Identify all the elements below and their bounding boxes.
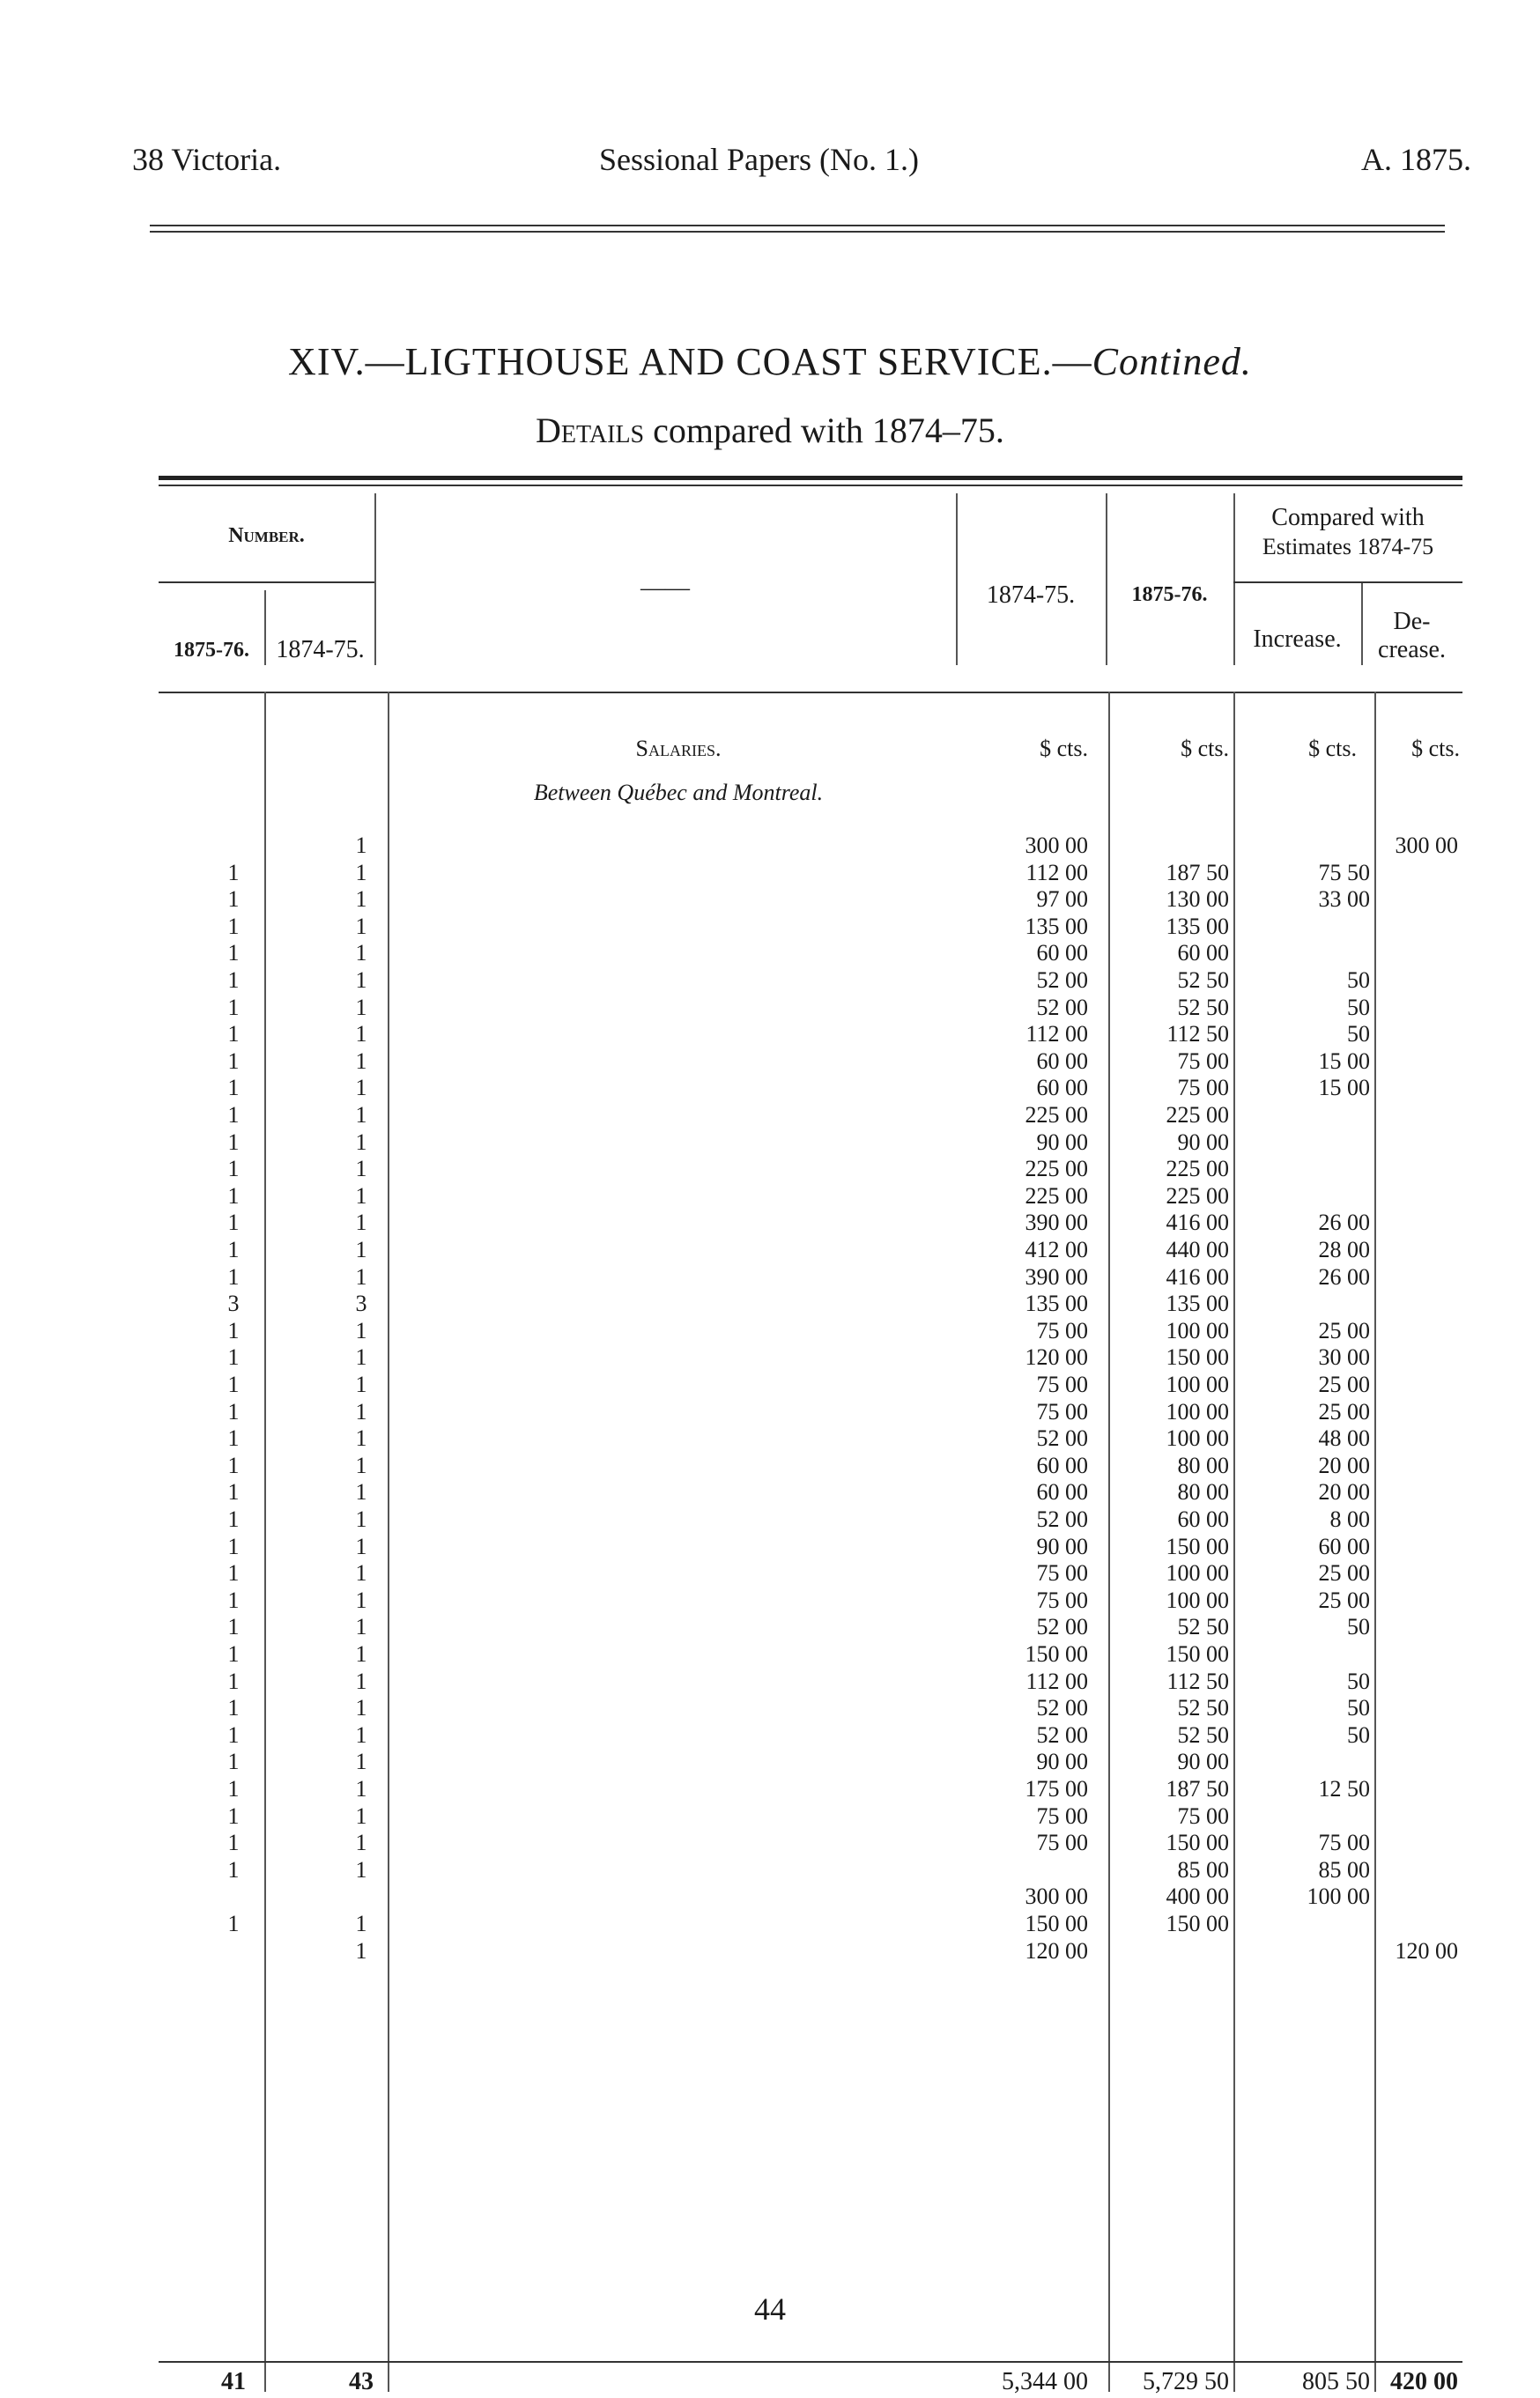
unit-label: $ cts. bbox=[1411, 736, 1460, 761]
amount-1875-76: 52 50 bbox=[1177, 1695, 1229, 1721]
amount-1874-75: 52 00 bbox=[1036, 967, 1088, 993]
amount-1875-76: 75 00 bbox=[1177, 1802, 1229, 1829]
amount-1875-76: 100 00 bbox=[1166, 1398, 1229, 1425]
count-1875-76: 1 bbox=[227, 1560, 240, 1587]
table-row bbox=[159, 1884, 1462, 1910]
count-1875-76: 1 bbox=[227, 1372, 240, 1397]
count-1874-75: 1 bbox=[355, 1721, 367, 1748]
amount-1875-76: 150 00 bbox=[1166, 1641, 1229, 1667]
header-bottom-rule bbox=[159, 692, 1462, 693]
header-increase: Increase. bbox=[1253, 625, 1342, 653]
amount-increase: 25 00 bbox=[1318, 1398, 1370, 1425]
amount-1874-75: 60 00 bbox=[1036, 940, 1088, 966]
amount-increase: 50 bbox=[1347, 1021, 1370, 1047]
table-row bbox=[159, 1911, 1462, 1937]
count-1875-76: 1 bbox=[227, 1344, 240, 1371]
table-row bbox=[159, 1669, 1462, 1695]
amount-increase: 75 50 bbox=[1318, 859, 1370, 885]
amount-1875-76: 150 00 bbox=[1166, 1533, 1229, 1559]
count-1874-75: 1 bbox=[355, 1668, 367, 1694]
table-row bbox=[159, 1021, 1462, 1047]
table-row bbox=[159, 1857, 1462, 1884]
table-row bbox=[159, 1399, 1462, 1425]
amount-increase: 15 00 bbox=[1318, 1075, 1370, 1101]
amount-1874-75: 60 00 bbox=[1036, 1479, 1088, 1506]
amount-1875-76: 60 00 bbox=[1177, 1506, 1229, 1532]
header-year: A. 1875. bbox=[1361, 142, 1471, 177]
count-1874-75: 1 bbox=[355, 1695, 367, 1721]
count-1874-75: 1 bbox=[355, 1398, 367, 1425]
amount-1875-76: 440 00 bbox=[1166, 1237, 1229, 1262]
unit-label: $ cts. bbox=[1040, 736, 1088, 761]
amount-1875-76: 80 00 bbox=[1177, 1479, 1229, 1506]
total-increase: 805 50 bbox=[1302, 2368, 1370, 2395]
compared-subrule bbox=[1233, 581, 1462, 583]
amount-1875-76: 100 00 bbox=[1166, 1587, 1229, 1613]
count-1875-76: 1 bbox=[227, 1668, 240, 1694]
count-1874-75: 1 bbox=[355, 1263, 367, 1290]
amount-1874-75: 52 00 bbox=[1036, 1425, 1088, 1452]
amount-1875-76: 112 50 bbox=[1166, 1668, 1229, 1694]
table-top-rule bbox=[159, 476, 1462, 480]
count-1874-75: 1 bbox=[355, 1587, 367, 1613]
count-1875-76: 3 bbox=[227, 1291, 240, 1317]
count-1875-76: 1 bbox=[227, 1776, 240, 1802]
header-rule bbox=[150, 231, 1445, 233]
amount-increase: 85 00 bbox=[1318, 1856, 1370, 1883]
table-row bbox=[159, 1560, 1462, 1587]
amount-1875-76: 52 50 bbox=[1177, 994, 1229, 1020]
amount-1874-75: 300 00 bbox=[1025, 833, 1088, 858]
count-1875-76: 1 bbox=[227, 1587, 240, 1613]
table-row bbox=[159, 1641, 1462, 1668]
count-1875-76: 1 bbox=[227, 1533, 240, 1559]
table-row bbox=[159, 995, 1462, 1021]
amount-1874-75: 75 00 bbox=[1036, 1560, 1088, 1587]
amount-1875-76: 130 00 bbox=[1166, 886, 1229, 913]
count-1875-76: 1 bbox=[227, 859, 240, 885]
count-1874-75: 1 bbox=[355, 1237, 367, 1262]
count-1874-75: 1 bbox=[355, 1182, 367, 1209]
header-rule bbox=[150, 225, 1445, 226]
number-subrule bbox=[159, 581, 374, 583]
table-row bbox=[159, 1210, 1462, 1236]
amount-1874-75: 150 00 bbox=[1025, 1911, 1088, 1936]
count-1875-76: 1 bbox=[227, 1479, 240, 1506]
count-1874-75: 3 bbox=[355, 1291, 367, 1317]
amount-increase: 50 bbox=[1347, 1668, 1370, 1694]
amount-1875-76: 52 50 bbox=[1177, 1721, 1229, 1748]
header-sessional-papers: Sessional Papers (No. 1.) bbox=[599, 142, 919, 177]
amount-1874-75: 390 00 bbox=[1025, 1263, 1088, 1290]
amount-1874-75: 412 00 bbox=[1025, 1237, 1088, 1262]
count-1875-76: 1 bbox=[227, 886, 240, 913]
count-1875-76: 1 bbox=[227, 1210, 240, 1236]
amount-1875-76: 416 00 bbox=[1166, 1263, 1229, 1290]
amount-increase: 15 00 bbox=[1318, 1047, 1370, 1074]
total-1874-75: 5,344 00 bbox=[1002, 2368, 1088, 2395]
title-italic: Contined. bbox=[1092, 340, 1252, 383]
amount-1875-76: 52 50 bbox=[1177, 967, 1229, 993]
count-1874-75: 1 bbox=[355, 1210, 367, 1236]
amount-increase: 100 00 bbox=[1307, 1884, 1370, 1910]
count-1874-75: 1 bbox=[355, 1911, 367, 1936]
amount-increase: 50 bbox=[1347, 1614, 1370, 1640]
total-1875-76: 5,729 50 bbox=[1143, 2368, 1229, 2395]
amount-1875-76: 90 00 bbox=[1177, 1749, 1229, 1775]
table-top-rule bbox=[159, 485, 1462, 486]
amount-1875-76: 60 00 bbox=[1177, 940, 1229, 966]
table-row bbox=[159, 1425, 1462, 1452]
amount-1875-76: 150 00 bbox=[1166, 1911, 1229, 1936]
table-row bbox=[159, 1102, 1462, 1129]
count-1874-75: 1 bbox=[355, 940, 367, 966]
count-1874-75: 1 bbox=[355, 1021, 367, 1047]
amount-1874-75: 75 00 bbox=[1036, 1587, 1088, 1613]
count-1875-76: 1 bbox=[227, 1182, 240, 1209]
count-1875-76: 1 bbox=[227, 967, 240, 993]
total-1874-75-count: 43 bbox=[349, 2368, 374, 2395]
table-row bbox=[159, 1830, 1462, 1856]
table-row bbox=[159, 1722, 1462, 1749]
count-1875-76: 1 bbox=[227, 1263, 240, 1290]
table-row bbox=[159, 1075, 1462, 1101]
count-1874-75: 1 bbox=[355, 1937, 367, 1964]
count-1875-76: 1 bbox=[227, 1129, 240, 1155]
page-number: 44 bbox=[754, 2291, 786, 2327]
count-1874-75: 1 bbox=[355, 1614, 367, 1640]
table-row bbox=[159, 1588, 1462, 1614]
table-row bbox=[159, 1344, 1462, 1371]
header-compared-with: Compared with bbox=[1271, 504, 1425, 531]
table-row bbox=[159, 1129, 1462, 1156]
amount-1874-75: 52 00 bbox=[1036, 1721, 1088, 1748]
table-row bbox=[159, 1534, 1462, 1560]
count-1875-76: 1 bbox=[227, 1021, 240, 1047]
amount-1874-75: 225 00 bbox=[1025, 1182, 1088, 1209]
count-1874-75: 1 bbox=[355, 1129, 367, 1155]
amount-1874-75: 90 00 bbox=[1036, 1533, 1088, 1559]
amount-increase: 50 bbox=[1347, 994, 1370, 1020]
count-1874-75: 1 bbox=[355, 1344, 367, 1371]
amount-1875-76: 135 00 bbox=[1166, 1291, 1229, 1317]
table-row bbox=[159, 860, 1462, 886]
amount-1875-76: 75 00 bbox=[1177, 1047, 1229, 1074]
amount-increase: 25 00 bbox=[1318, 1372, 1370, 1397]
count-1874-75: 1 bbox=[355, 1372, 367, 1397]
count-1874-75: 1 bbox=[355, 1641, 367, 1667]
amount-1874-75: 112 00 bbox=[1025, 859, 1088, 885]
header-1875-76: 1875-76. bbox=[1131, 583, 1208, 606]
count-1875-76: 1 bbox=[227, 1156, 240, 1182]
amount-1874-75: 60 00 bbox=[1036, 1047, 1088, 1074]
count-1875-76: 1 bbox=[227, 1425, 240, 1452]
count-1875-76: 1 bbox=[227, 1237, 240, 1262]
amount-1875-76: 225 00 bbox=[1166, 1102, 1229, 1128]
count-1874-75: 1 bbox=[355, 1802, 367, 1829]
amount-1874-75: 112 00 bbox=[1025, 1668, 1088, 1694]
count-1874-75: 1 bbox=[355, 886, 367, 913]
count-1875-76: 1 bbox=[227, 1075, 240, 1101]
amount-1875-76: 80 00 bbox=[1177, 1452, 1229, 1478]
amount-increase: 50 bbox=[1347, 1721, 1370, 1748]
amount-1875-76: 100 00 bbox=[1166, 1425, 1229, 1452]
amount-increase: 25 00 bbox=[1318, 1587, 1370, 1613]
amount-1874-75: 97 00 bbox=[1036, 886, 1088, 913]
count-1874-75: 1 bbox=[355, 967, 367, 993]
amount-1874-75: 75 00 bbox=[1036, 1830, 1088, 1856]
table-row bbox=[159, 1614, 1462, 1640]
table-row bbox=[159, 886, 1462, 913]
col-divider bbox=[1106, 493, 1107, 665]
amount-1874-75: 175 00 bbox=[1025, 1776, 1088, 1802]
count-1874-75: 1 bbox=[355, 1452, 367, 1478]
amount-1874-75: 300 00 bbox=[1025, 1884, 1088, 1910]
subtitle-details: Details bbox=[536, 411, 645, 450]
amount-1874-75: 120 00 bbox=[1025, 1344, 1088, 1371]
count-1874-75: 1 bbox=[355, 1075, 367, 1101]
amount-1874-75: 225 00 bbox=[1025, 1102, 1088, 1128]
subtitle-rest: compared with 1874–75. bbox=[644, 411, 1004, 450]
table-row bbox=[159, 1318, 1462, 1344]
table-row bbox=[159, 1291, 1462, 1317]
title-main: XIV.—LIGTHOUSE AND COAST SERVICE.— bbox=[288, 340, 1092, 383]
count-1874-75: 1 bbox=[355, 1156, 367, 1182]
amount-increase: 33 00 bbox=[1318, 886, 1370, 913]
count-1875-76: 1 bbox=[227, 1047, 240, 1074]
count-1875-76: 1 bbox=[227, 1802, 240, 1829]
count-1874-75: 1 bbox=[355, 913, 367, 939]
count-1874-75: 1 bbox=[355, 1533, 367, 1559]
amount-1874-75: 135 00 bbox=[1025, 1291, 1088, 1317]
count-1874-75: 1 bbox=[355, 1102, 367, 1128]
header-description: —— bbox=[640, 574, 690, 602]
table-row bbox=[159, 1372, 1462, 1398]
count-1875-76: 1 bbox=[227, 1452, 240, 1478]
count-1874-75: 1 bbox=[355, 859, 367, 885]
amount-increase: 20 00 bbox=[1318, 1479, 1370, 1506]
col-divider bbox=[956, 493, 958, 665]
count-1874-75: 1 bbox=[355, 1479, 367, 1506]
amount-increase: 28 00 bbox=[1318, 1237, 1370, 1262]
amount-increase: 48 00 bbox=[1318, 1425, 1370, 1452]
amount-1874-75: 90 00 bbox=[1036, 1749, 1088, 1775]
amount-1874-75: 75 00 bbox=[1036, 1317, 1088, 1343]
amount-1875-76: 416 00 bbox=[1166, 1210, 1229, 1236]
amount-1875-76: 150 00 bbox=[1166, 1830, 1229, 1856]
amount-1875-76: 187 50 bbox=[1166, 859, 1229, 885]
count-1875-76: 1 bbox=[227, 1614, 240, 1640]
count-1875-76: 1 bbox=[227, 994, 240, 1020]
amount-increase: 8 00 bbox=[1329, 1506, 1370, 1532]
header-number-1875-76: 1875-76. bbox=[174, 639, 249, 662]
amount-decrease: 300 00 bbox=[1395, 833, 1458, 858]
amount-1874-75: 90 00 bbox=[1036, 1129, 1088, 1155]
amount-1874-75: 112 00 bbox=[1025, 1021, 1088, 1047]
amount-1875-76: 100 00 bbox=[1166, 1560, 1229, 1587]
amount-1874-75: 75 00 bbox=[1036, 1398, 1088, 1425]
amount-increase: 50 bbox=[1347, 967, 1370, 993]
table-row bbox=[159, 1264, 1462, 1291]
table-row bbox=[159, 1156, 1462, 1182]
amount-increase: 20 00 bbox=[1318, 1452, 1370, 1478]
header-estimates: Estimates 1874-75 bbox=[1262, 534, 1434, 559]
header-number: Number. bbox=[228, 524, 305, 547]
amount-1874-75: 52 00 bbox=[1036, 1614, 1088, 1640]
amount-increase: 25 00 bbox=[1318, 1317, 1370, 1343]
table-row bbox=[159, 1453, 1462, 1479]
count-1874-75: 1 bbox=[355, 1749, 367, 1775]
table-row bbox=[159, 1749, 1462, 1775]
amount-1875-76: 75 00 bbox=[1177, 1075, 1229, 1101]
count-1875-76: 1 bbox=[227, 1911, 240, 1936]
count-1875-76: 1 bbox=[227, 1641, 240, 1667]
count-1875-76: 1 bbox=[227, 940, 240, 966]
amount-increase: 12 50 bbox=[1318, 1776, 1370, 1802]
total-1875-76-count: 41 bbox=[221, 2368, 246, 2395]
amount-increase: 25 00 bbox=[1318, 1560, 1370, 1587]
amount-1875-76: 100 00 bbox=[1166, 1317, 1229, 1343]
count-1874-75: 1 bbox=[355, 1047, 367, 1074]
page-subtitle bbox=[0, 410, 1540, 451]
amount-1874-75: 60 00 bbox=[1036, 1452, 1088, 1478]
header-decrease-2: crease. bbox=[1378, 636, 1446, 663]
table-row bbox=[159, 1048, 1462, 1075]
count-1874-75: 1 bbox=[355, 833, 367, 858]
table-row bbox=[159, 1803, 1462, 1830]
table-row bbox=[159, 1183, 1462, 1210]
total-decrease: 420 00 bbox=[1390, 2368, 1458, 2395]
running-header bbox=[132, 141, 1471, 194]
count-1874-75: 1 bbox=[355, 1856, 367, 1883]
totals-rule bbox=[159, 2361, 1462, 2363]
count-1874-75: 1 bbox=[355, 1776, 367, 1802]
header-volume: 38 Victoria. bbox=[132, 142, 282, 177]
amount-increase: 50 bbox=[1347, 1695, 1370, 1721]
amount-1874-75: 60 00 bbox=[1036, 1075, 1088, 1101]
table-row bbox=[159, 1695, 1462, 1721]
amount-1875-76: 100 00 bbox=[1166, 1372, 1229, 1397]
header-number-1874-75: 1874-75. bbox=[276, 636, 365, 663]
amount-1874-75: 120 00 bbox=[1025, 1937, 1088, 1964]
table-row bbox=[159, 1776, 1462, 1802]
section-subtitle: Between Québec and Montreal. bbox=[533, 780, 824, 805]
unit-label: $ cts. bbox=[1181, 736, 1229, 761]
amount-1874-75: 390 00 bbox=[1025, 1210, 1088, 1236]
count-1875-76: 1 bbox=[227, 1856, 240, 1883]
count-1874-75: 1 bbox=[355, 994, 367, 1020]
amount-increase: 30 00 bbox=[1318, 1344, 1370, 1371]
count-1875-76: 1 bbox=[227, 1721, 240, 1748]
amount-1875-76: 150 00 bbox=[1166, 1344, 1229, 1371]
table-row bbox=[159, 967, 1462, 994]
amount-1874-75: 52 00 bbox=[1036, 1695, 1088, 1721]
count-1874-75: 1 bbox=[355, 1425, 367, 1452]
amount-1875-76: 187 50 bbox=[1166, 1776, 1229, 1802]
count-1874-75: 1 bbox=[355, 1830, 367, 1856]
amount-1874-75: 75 00 bbox=[1036, 1802, 1088, 1829]
count-1874-75: 1 bbox=[355, 1506, 367, 1532]
count-1875-76: 1 bbox=[227, 1506, 240, 1532]
header-decrease-1: De- bbox=[1393, 608, 1431, 635]
table-row bbox=[159, 1479, 1462, 1506]
amount-1874-75: 75 00 bbox=[1036, 1372, 1088, 1397]
table-row bbox=[159, 1237, 1462, 1263]
page-title bbox=[0, 339, 1540, 384]
amount-1874-75: 52 00 bbox=[1036, 1506, 1088, 1532]
count-1874-75: 1 bbox=[355, 1317, 367, 1343]
amount-1875-76: 52 50 bbox=[1177, 1614, 1229, 1640]
amount-increase: 75 00 bbox=[1318, 1830, 1370, 1856]
count-1874-75: 1 bbox=[355, 1560, 367, 1587]
amount-1874-75: 225 00 bbox=[1025, 1156, 1088, 1182]
count-1875-76: 1 bbox=[227, 1102, 240, 1128]
amount-increase: 60 00 bbox=[1318, 1533, 1370, 1559]
amount-1875-76: 112 50 bbox=[1166, 1021, 1229, 1047]
table-row bbox=[159, 1506, 1462, 1533]
count-1875-76: 1 bbox=[227, 913, 240, 939]
amount-1874-75: 150 00 bbox=[1025, 1641, 1088, 1667]
table-row bbox=[159, 833, 1462, 859]
amount-1875-76: 225 00 bbox=[1166, 1156, 1229, 1182]
amount-1875-76: 225 00 bbox=[1166, 1182, 1229, 1209]
amount-1875-76: 85 00 bbox=[1177, 1856, 1229, 1883]
amount-1875-76: 400 00 bbox=[1166, 1884, 1229, 1910]
header-1874-75: 1874-75. bbox=[986, 581, 1076, 609]
count-1875-76: 1 bbox=[227, 1317, 240, 1343]
amount-1875-76: 135 00 bbox=[1166, 913, 1229, 939]
table-row bbox=[159, 1938, 1462, 1965]
table-row bbox=[159, 940, 1462, 966]
amount-decrease: 120 00 bbox=[1395, 1937, 1458, 1964]
amount-1874-75: 52 00 bbox=[1036, 994, 1088, 1020]
amount-increase: 26 00 bbox=[1318, 1263, 1370, 1290]
count-1875-76: 1 bbox=[227, 1398, 240, 1425]
count-1875-76: 1 bbox=[227, 1830, 240, 1856]
count-1875-76: 1 bbox=[227, 1695, 240, 1721]
amount-1874-75: 135 00 bbox=[1025, 913, 1088, 939]
table-row bbox=[159, 914, 1462, 940]
count-1875-76: 1 bbox=[227, 1749, 240, 1775]
unit-label: $ cts. bbox=[1308, 736, 1357, 761]
amount-increase: 26 00 bbox=[1318, 1210, 1370, 1236]
totals-row bbox=[159, 2368, 1462, 2398]
amount-1875-76: 90 00 bbox=[1177, 1129, 1229, 1155]
section-title: Salaries. bbox=[635, 736, 722, 761]
